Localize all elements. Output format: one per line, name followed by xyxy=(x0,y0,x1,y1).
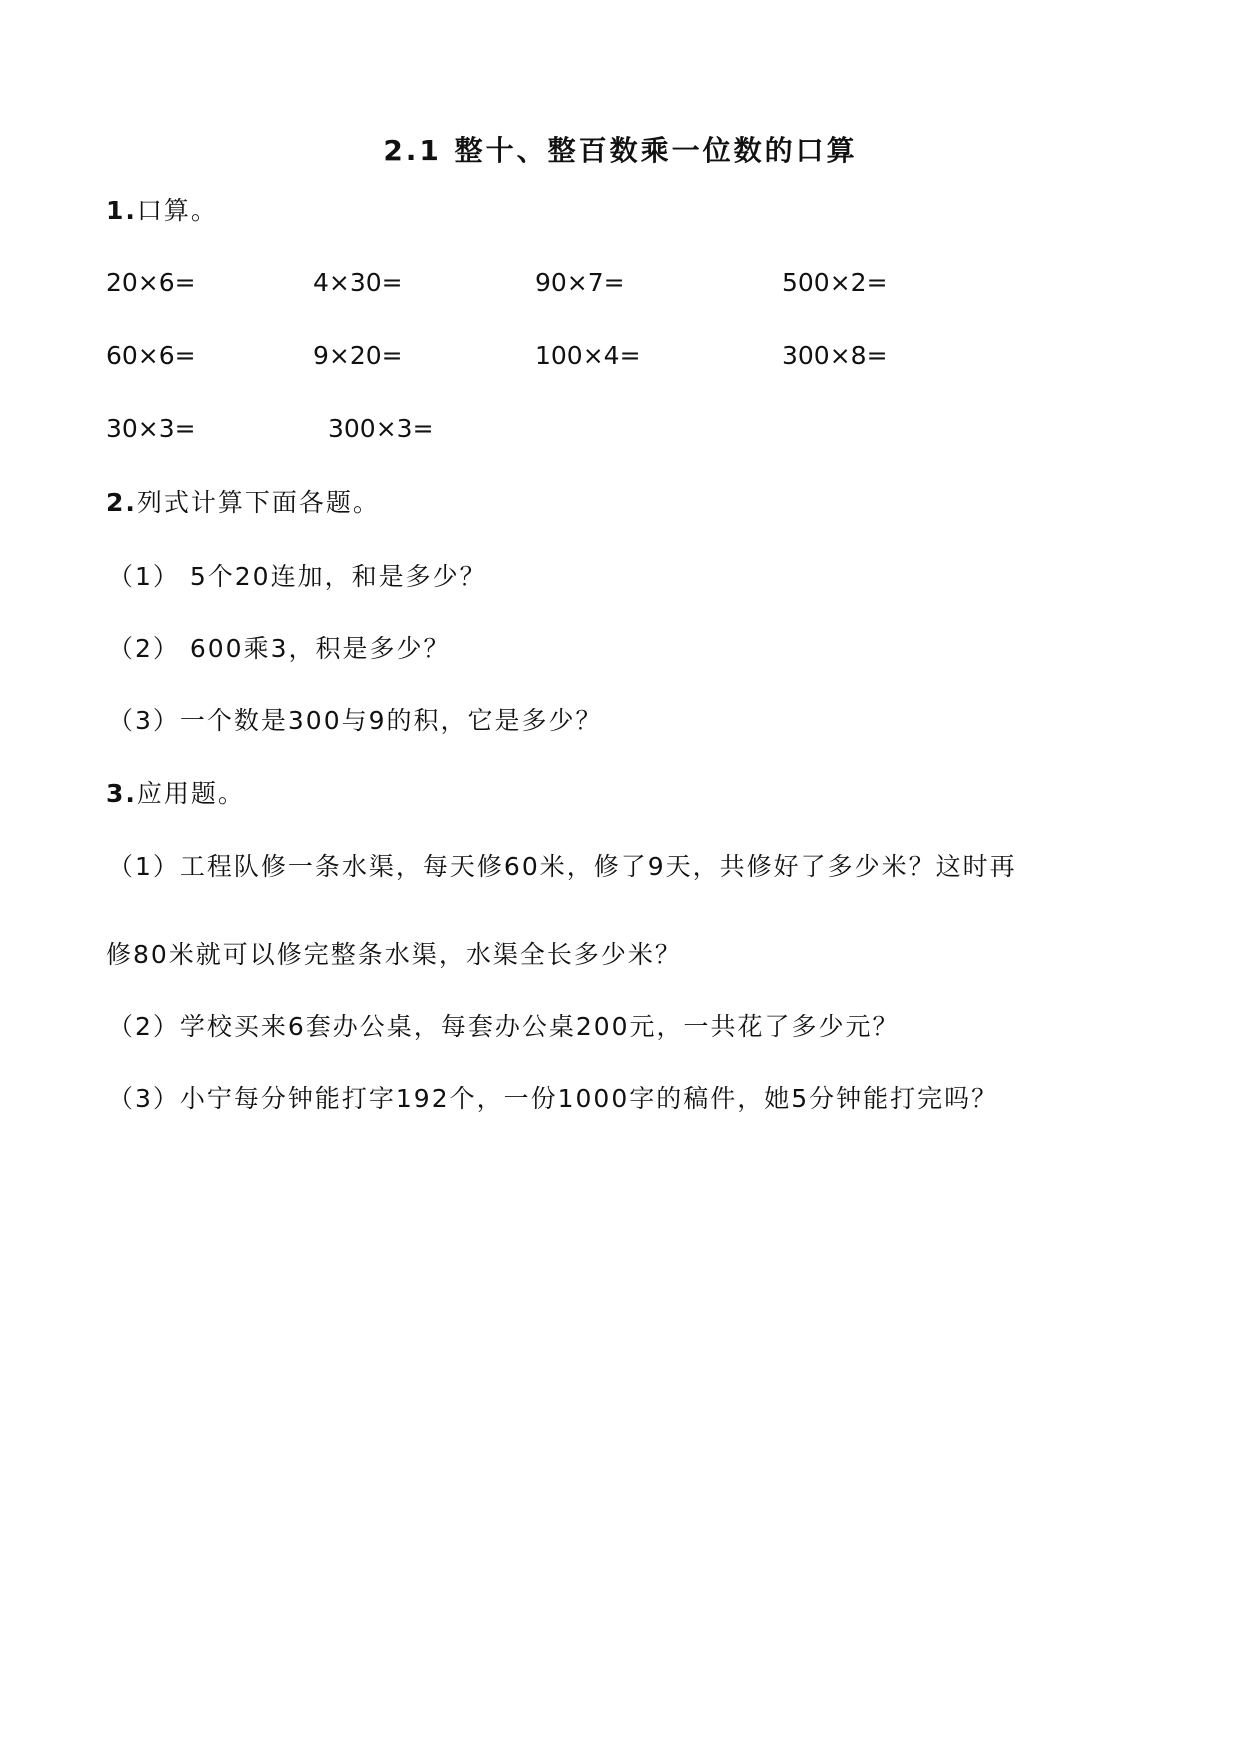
section-3-item: （3）小宁每分钟能打字192个，一份1000字的稿件，她5分钟能打完吗？ xyxy=(108,1084,999,1113)
arith-problem: 9×20= xyxy=(313,341,403,370)
arith-problem: 300×3= xyxy=(328,414,434,443)
arith-problem: 500×2= xyxy=(782,268,888,297)
section-2-item: （2） 600乘3，积是多少？ xyxy=(108,634,451,663)
arith-problem: 90×7= xyxy=(535,268,625,297)
page-title: 2.1 整十、整百数乘一位数的口算 xyxy=(383,134,858,167)
section-3-item: （2）学校买来6套办公桌，每套办公桌200元，一共花了多少元？ xyxy=(108,1012,900,1041)
section-2-number: 2. xyxy=(106,488,137,517)
section-3-number: 3. xyxy=(106,779,137,808)
section-3-heading-text: 应用题。 xyxy=(136,779,245,808)
section-2-heading-text: 列式计算下面各题。 xyxy=(136,488,380,517)
section-1-heading xyxy=(106,196,218,226)
section-2-item: （3）一个数是300与9的积，它是多少？ xyxy=(108,706,603,735)
arith-problem: 20×6= xyxy=(106,268,196,297)
section-3-item: （1）工程队修一条水渠，每天修60米，修了9天，共修好了多少米？这时再 xyxy=(108,852,1017,881)
section-1-heading-text: 口算。 xyxy=(136,196,218,225)
section-2-heading xyxy=(106,488,380,518)
section-3-heading xyxy=(106,779,245,809)
section-3-item-continuation: 修80米就可以修完整条水渠，水渠全长多少米？ xyxy=(106,940,682,969)
arith-problem: 60×6= xyxy=(106,341,196,370)
section-1-number: 1. xyxy=(106,196,137,225)
section-2-item: （1） 5个20连加，和是多少？ xyxy=(108,562,487,591)
arith-problem: 100×4= xyxy=(535,341,641,370)
arith-problem: 4×30= xyxy=(313,268,403,297)
arith-problem: 30×3= xyxy=(106,414,196,443)
arith-problem: 300×8= xyxy=(782,341,888,370)
